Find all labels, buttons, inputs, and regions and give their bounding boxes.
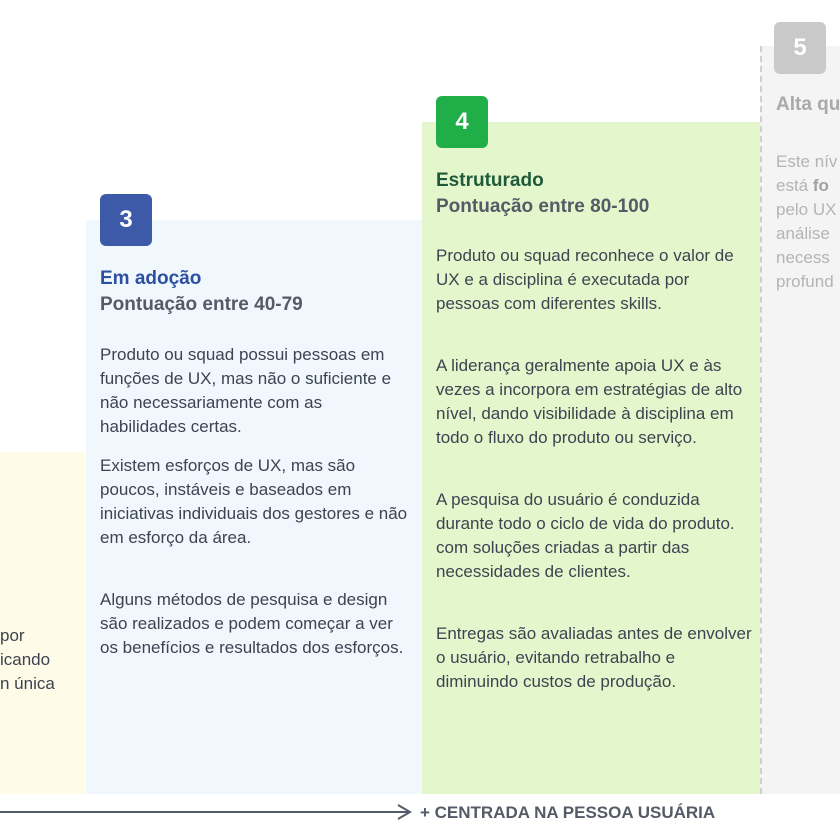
step-2-line: n única — [0, 674, 55, 693]
step-5-line: Este nív — [776, 152, 838, 171]
step-4-paragraph: A liderança geralmente apoia UX e às vezes a incorpora em estratégias de alto nível, dando visibilidade à disciplina em todo o fluxo do produto ou serviço. — [436, 356, 743, 447]
step-4-title: Estruturado — [436, 170, 544, 191]
step-3-paragraph: Existem esforços de UX, mas são poucos, instáveis e baseados em iniciativas individuais dos gestores e não em esforço da área. — [100, 456, 408, 547]
step-5-text — [776, 150, 837, 294]
axis-label: + CENTRADA NA PESSOA USUÁRIA — [420, 803, 716, 822]
step-5-line: profund — [776, 272, 834, 291]
step-5-title: Alta qu — [776, 94, 840, 115]
step-4-paragraph: Produto ou squad reconhece o valor de UX e a disciplina é executada por pessoas com diferentes skills. — [436, 246, 734, 313]
step-3-title: Em adoção — [100, 268, 202, 289]
step-5-line: pelo UX — [776, 200, 837, 219]
step-4-paragraph: A pesquisa do usuário é conduzida durante todo o ciclo de vida do produto. com soluções criadas a partir das necessidades de clientes. — [436, 490, 735, 581]
step-5-line — [776, 174, 837, 198]
step-3-badge: 3 — [100, 194, 152, 246]
step-5-line-prefix: está — [776, 176, 813, 195]
axis-arrow-icon — [0, 800, 420, 824]
step-2-panel — [0, 452, 85, 794]
step-2-line: icando — [0, 650, 51, 669]
step-4-paragraph: Entregas são avaliadas antes de envolver o usuário, evitando retrabalho e diminuindo custos de produção. — [436, 624, 752, 691]
step-2-text — [0, 624, 85, 696]
step-3-score: Pontuação entre 40-79 — [100, 294, 303, 315]
step-5-line: análise — [776, 224, 830, 243]
step-4-badge: 4 — [436, 96, 488, 148]
step-3-paragraph: Produto ou squad possui pessoas em funções de UX, mas não o suficiente e não necessariamente com as habilidades certas. — [100, 345, 392, 436]
step-4-score: Pontuação entre 80-100 — [436, 196, 650, 217]
step-2-line: por — [0, 626, 25, 645]
step-3-paragraph: Alguns métodos de pesquisa e design são realizados e podem começar a ver os benefícios e resultados dos esforços. — [100, 590, 404, 657]
step-5-badge: 5 — [774, 22, 826, 74]
step-5-line: necess — [776, 248, 830, 267]
step-5-line-bold: fo — [812, 176, 829, 195]
